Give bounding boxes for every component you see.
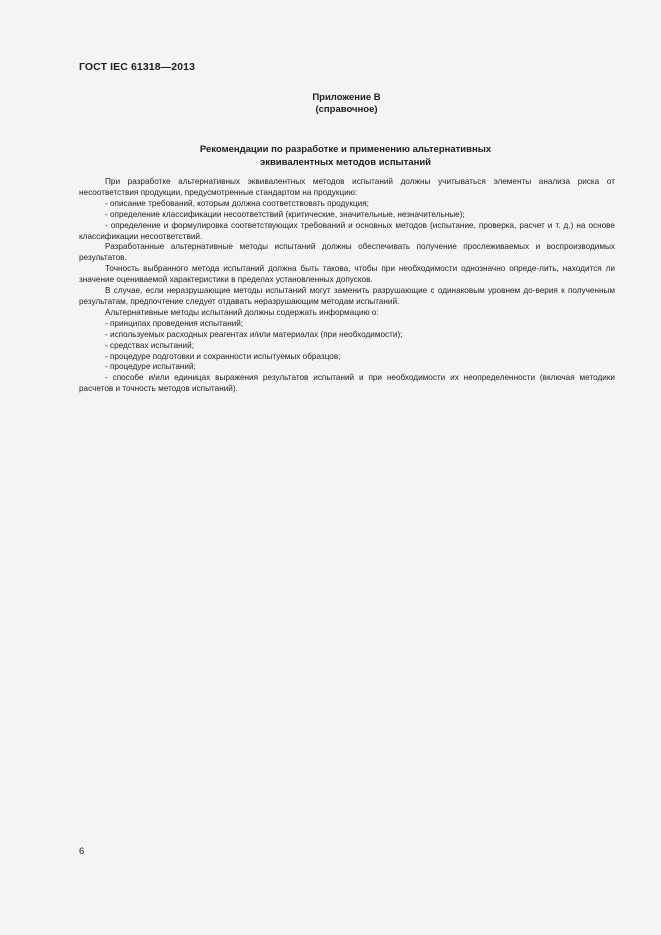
- list-item: - используемых расходных реагентах и/или материалах (при необходимости);: [105, 329, 403, 339]
- body-text: [79, 177, 615, 395]
- appendix-type: (справочное): [315, 104, 378, 115]
- list-item: - принципах проведения испытаний;: [105, 318, 244, 328]
- paragraph: Точность выбранного метода испытаний должна быть такова, чтобы при необходимости однозначно опреде-лить, находится ли значение оцениваемой характеристики в пределах установленных допусков.: [79, 264, 615, 285]
- appendix-heading: [0, 92, 661, 116]
- page-number: 6: [79, 846, 85, 857]
- list-item: - процедуре подготовки и сохранности испытуемых образцов;: [105, 351, 341, 361]
- paragraph: В случае, если неразрушающие методы испытаний могут заменить разрушающие с одинаковым уровнем до-верия к полученным результатам, предпочтение следует отдавать неразрушающим методам испытаний.: [79, 286, 615, 306]
- document-id: ГОСТ IEC 61318—2013: [79, 61, 196, 73]
- section-title-line-2: эквивалентных методов испытаний: [259, 157, 432, 168]
- list-item: - определение классификации несоответствий (критические, значительные, незначительные);: [105, 209, 465, 219]
- paragraph: Разработанные альтернативные методы испытаний должны обеспечивать получение прослеживаемых и воспроизводимых результатов.: [79, 242, 615, 263]
- list-item: - способе и/или единицах выражения результатов испытаний и при необходимости их неопределенности (включая методики расчетов и точность методов испытаний).: [79, 373, 615, 394]
- section-title-line-1: Рекомендации по разработке и применению альтернативных: [199, 144, 492, 155]
- paragraph-intro: При разработке альтернативных эквивалентных методов испытаний должны учитываться элементы анализа риска от несоответствия продукции, предусмотренные стандартом на продукцию:: [79, 177, 615, 197]
- list-item: - определение и формулировка соответствующих требований и основных методов (испытание, проверка, расчет и т. д.) на основе классификации несоответствий.: [79, 220, 615, 241]
- appendix-label: Приложение В: [312, 92, 381, 103]
- section-title: [0, 143, 661, 169]
- list-item: - средствах испытаний;: [105, 340, 194, 350]
- list-item: - описание требований, которым должна соответствовать продукция;: [105, 198, 369, 208]
- document-header: [79, 61, 195, 73]
- paragraph: Альтернативные методы испытаний должны содержать информацию о:: [105, 307, 379, 317]
- list-item: - процедуре испытаний;: [105, 362, 196, 372]
